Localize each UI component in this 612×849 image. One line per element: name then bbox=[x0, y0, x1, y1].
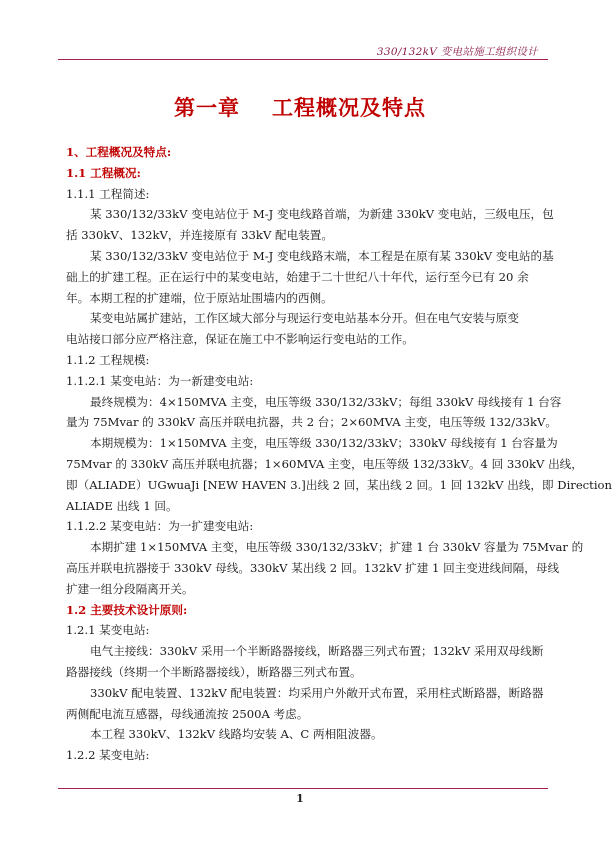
chapter-number: 第一章 bbox=[174, 95, 240, 120]
paragraph-line: 本期规模为：1×150MVA 主变，电压等级 330/132/33kV；330kV 母线接有 1 台容量为 bbox=[90, 436, 558, 451]
paragraph-line: 某 330/132/33kV 变电站位于 M-J 变电线路末端，本工程是在原有某 330kV 变电站的基 bbox=[90, 248, 554, 263]
paragraph-line: 年。本期工程的扩建端，位于原站址围墙内的西侧。 bbox=[66, 290, 333, 305]
paragraph-line: 量为 75Mvar 的 330kV 高压并联电抗器，共 2 台；2×60MVA 主变，电压等级 132/33kV。 bbox=[66, 415, 557, 430]
section-heading: 1.2.2 某变电站: bbox=[66, 748, 150, 763]
page-number: 1 bbox=[296, 792, 304, 805]
paragraph-line: 础上的扩建工程。正在运行中的某变电站，始建于二十世纪八十年代，运行至今已有 20 余 bbox=[66, 269, 529, 284]
paragraph-line: 电气主接线：330kV 采用一个半断路器接线，断路器三列式布置；132kV 采用双母线断 bbox=[90, 644, 544, 659]
paragraph-line: 本期扩建 1×150MVA 主变，电压等级 330/132/33kV；扩建 1 台 330kV 容量为 75Mvar 的 bbox=[90, 540, 584, 555]
paragraph-line: ALIADE 出线 1 回。 bbox=[66, 498, 178, 513]
section-heading: 1.1.2.1 某变电站：为一新建变电站: bbox=[66, 373, 254, 388]
paragraph-line: 高压并联电抗器接于 330kV 母线。330kV 某出线 2 回。132kV 扩建 1 回主变进线间隔，母线 bbox=[66, 560, 560, 575]
paragraph-line: 两侧配电流互感器，母线通流按 2500A 考虑。 bbox=[66, 706, 309, 721]
section-heading: 1.1.1 工程简述: bbox=[66, 186, 150, 201]
paragraph-line: 75Mvar 的 330kV 高压并联电抗器；1×60MVA 主变，电压等级 132/33kV。4 回 330kV 出线， bbox=[66, 456, 583, 471]
running-header: 330/132kV 变电站施工组织设计 bbox=[376, 46, 538, 58]
paragraph-line: 路器接线（终期一个半断路器接线），断路器三列式布置。 bbox=[66, 664, 362, 679]
paragraph-line: 某 330/132/33kV 变电站位于 M-J 变电线路首端，为新建 330kV 变电站，三级电压，包 bbox=[90, 207, 554, 222]
section-heading: 1.1.2 工程规模: bbox=[66, 352, 150, 367]
paragraph-line: 扩建一组分段隔离开关。 bbox=[66, 581, 194, 596]
chapter-heading bbox=[0, 92, 600, 122]
footer-rule bbox=[58, 788, 548, 789]
section-heading: 1.1 工程概况: bbox=[66, 165, 141, 180]
section-heading: 1.1.2.2 某变电站：为一扩建变电站: bbox=[66, 519, 254, 534]
paragraph-line: 电站接口部分应严格注意，保证在施工中不影响运行变电站的工作。 bbox=[66, 332, 414, 347]
paragraph-line: 最终规模为：4×150MVA 主变，电压等级 330/132/33kV；每组 330kV 母线接有 1 台容 bbox=[90, 394, 562, 409]
paragraph-line: 括 330kV、132kV，并连接原有 33kV 配电装置。 bbox=[66, 228, 333, 243]
header-rule bbox=[58, 59, 548, 60]
paragraph-line: 本工程 330kV、132kV 线路均安装 A、C 两相阻波器。 bbox=[90, 727, 383, 742]
section-heading: 1.2.1 某变电站: bbox=[66, 623, 150, 638]
paragraph-line: 即（ALIADE）UGwuaJi [NEW HAVEN 3.]出线 2 回，某出线 2 回。1 回 132kV 出线，即 Direction bbox=[66, 477, 612, 492]
section-heading: 1.2 主要技术设计原则: bbox=[66, 602, 188, 617]
paragraph-line: 330kV 配电装置、132kV 配电装置：均采用户外敞开式布置，采用柱式断路器，断路器 bbox=[90, 685, 544, 700]
chapter-title: 工程概况及特点 bbox=[272, 95, 426, 120]
section-heading: 1、工程概况及特点: bbox=[66, 145, 172, 159]
paragraph-line: 某变电站属扩建站，工作区域大部分与现运行变电站基本分开。但在电气安装与原变 bbox=[90, 311, 519, 326]
body-text bbox=[66, 142, 612, 766]
